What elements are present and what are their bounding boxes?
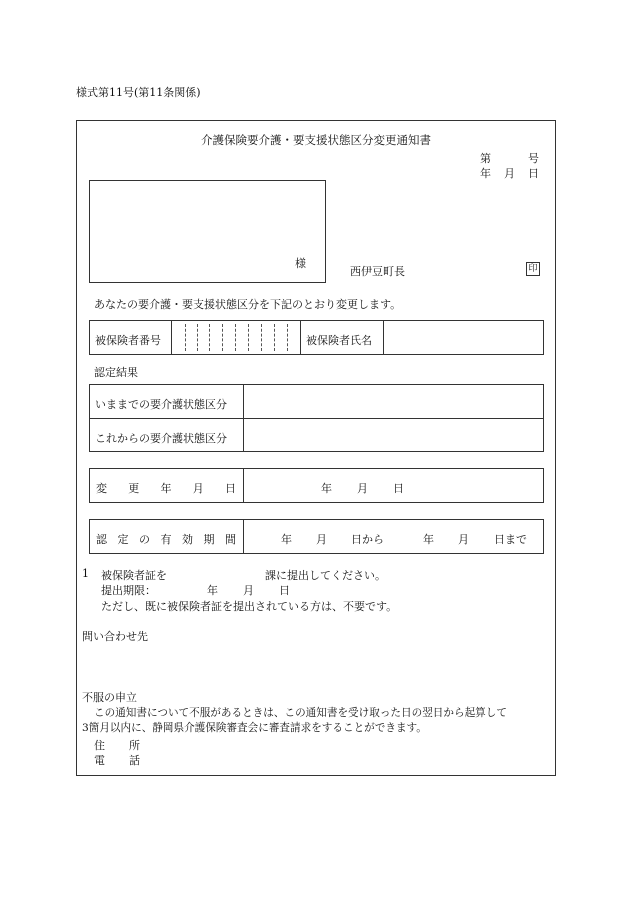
validity-label (96, 531, 236, 547)
label-char: 期 (203, 533, 215, 546)
form-number: 様式第11号(第11条関係) (76, 86, 201, 99)
label-char: 更 (128, 482, 140, 495)
note-text-b: 課に提出してください。 (265, 569, 386, 582)
doc-number-prefix: 第 (480, 152, 491, 165)
insured-name-label: 被保険者氏名 (306, 334, 372, 347)
valid-to-month: 月 (458, 533, 469, 546)
date-day: 日 (528, 167, 539, 180)
change-date-label (96, 480, 236, 496)
digit-divider (185, 324, 186, 351)
digit-divider (209, 324, 210, 351)
objection-heading: 不服の申立 (82, 691, 137, 704)
inquiry-label: 問い合わせ先 (82, 630, 148, 643)
change-day: 日 (393, 482, 404, 495)
insured-number-label: 被保険者番号 (95, 334, 161, 347)
new-level-label: これからの要介護状態区分 (95, 432, 227, 445)
digit-divider (274, 324, 275, 351)
valid-to-day: 日まで (494, 533, 527, 546)
digit-divider (197, 324, 198, 351)
deadline-label: 提出期限： (101, 584, 156, 597)
digit-divider (222, 324, 223, 351)
objection-line-2: 3箇月以内に、静岡県介護保険審査会に審査請求をすることができます。 (82, 722, 427, 734)
valid-to-year: 年 (423, 533, 434, 546)
label-char: 定 (117, 533, 129, 546)
valid-from-month: 月 (316, 533, 327, 546)
change-date-divider (243, 468, 244, 503)
change-year: 年 (321, 482, 332, 495)
phone-label-1: 電 (94, 754, 105, 767)
insured-divider (383, 320, 384, 355)
valid-from-year: 年 (281, 533, 292, 546)
label-char: 有 (160, 533, 172, 546)
result-divider (243, 384, 244, 452)
digit-divider (235, 324, 236, 351)
deadline-year: 年 (207, 584, 218, 597)
note-number: 1 (82, 567, 89, 580)
digit-divider (261, 324, 262, 351)
result-heading: 認定結果 (94, 366, 138, 379)
address-label-2: 所 (129, 739, 140, 752)
valid-from-day: 日から (351, 533, 384, 546)
label-char: 月 (192, 482, 204, 495)
objection-line-1: この通知書について不服があるときは、この通知書を受け取った日の翌日から起算して (94, 707, 507, 719)
label-char: 日 (225, 482, 236, 495)
insured-divider (171, 320, 172, 355)
addressee-suffix: 様 (295, 257, 306, 270)
label-char: 認 (96, 533, 107, 546)
change-month: 月 (357, 482, 368, 495)
label-char: 変 (96, 482, 107, 495)
issuer-name: 西伊豆町長 (350, 265, 405, 278)
label-char: 年 (160, 482, 172, 495)
deadline-day: 日 (279, 584, 290, 597)
intro-text: あなたの要介護・要支援状態区分を下記のとおり変更します。 (94, 298, 402, 311)
insured-divider (300, 320, 301, 355)
phone-label-2: 話 (129, 754, 140, 767)
date-year: 年 (480, 167, 491, 180)
note-text-a: 被保険者証を (101, 569, 167, 582)
result-divider (89, 418, 544, 419)
validity-divider (243, 519, 244, 554)
label-char: 効 (182, 533, 193, 546)
addressee-box[interactable] (89, 180, 326, 283)
document-title: 介護保険要介護・要支援状態区分変更通知書 (201, 133, 431, 147)
note-text-c: ただし、既に被保険者証を提出されている方は、不要です。 (101, 600, 398, 613)
address-label-1: 住 (94, 739, 105, 752)
label-char: の (139, 533, 150, 546)
seal-mark: 印 (526, 262, 540, 276)
doc-number-suffix: 号 (528, 152, 539, 165)
label-char: 間 (225, 533, 236, 546)
previous-level-label: いままでの要介護状態区分 (95, 398, 227, 411)
digit-divider (287, 324, 288, 351)
deadline-month: 月 (243, 584, 254, 597)
date-month: 月 (504, 167, 515, 180)
digit-divider (248, 324, 249, 351)
